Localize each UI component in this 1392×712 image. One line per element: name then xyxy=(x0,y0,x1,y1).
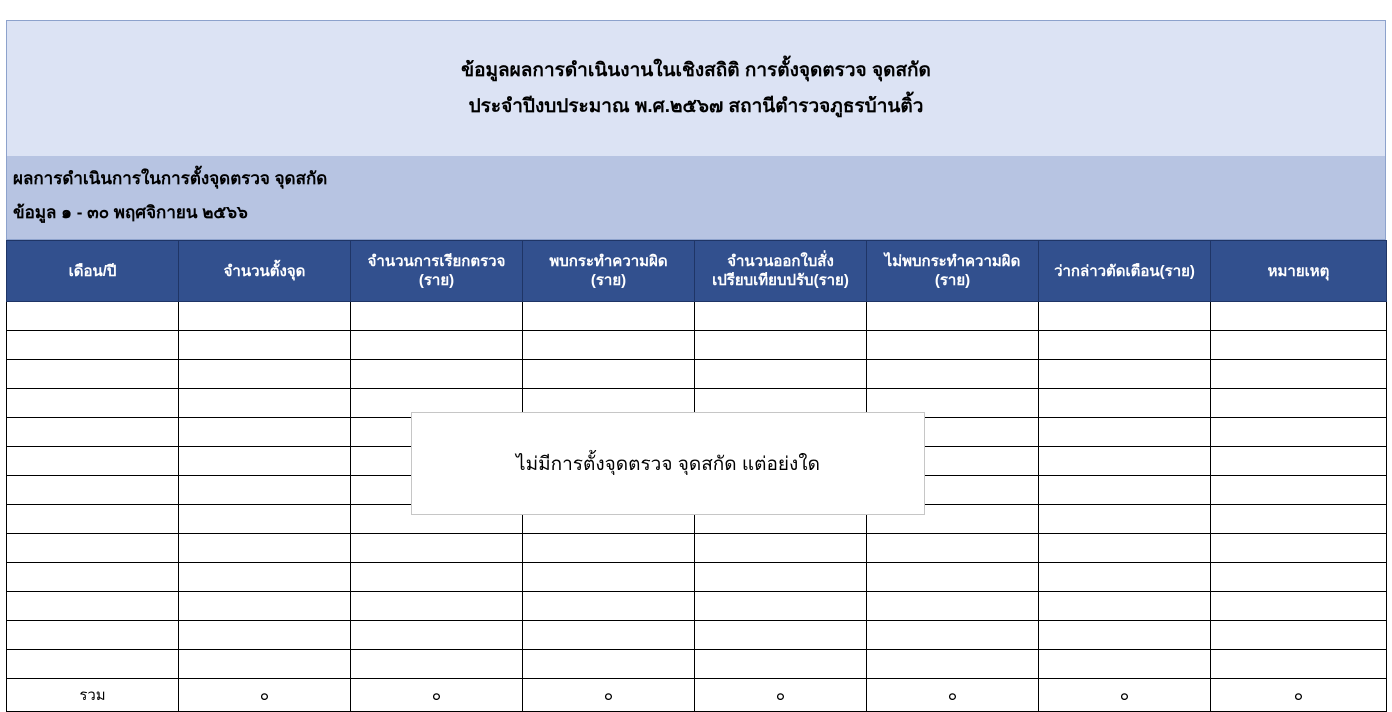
cell[interactable] xyxy=(695,592,867,621)
cell[interactable] xyxy=(351,302,523,331)
cell[interactable] xyxy=(179,389,351,418)
column-header-inspections xyxy=(351,241,523,302)
column-header-violations-found xyxy=(523,241,695,302)
column-header-line: ว่ากล่าวตัดเตือน(ราย) xyxy=(1054,262,1195,280)
cell[interactable] xyxy=(1211,621,1387,650)
cell[interactable] xyxy=(867,650,1039,679)
cell[interactable] xyxy=(1211,418,1387,447)
cell[interactable] xyxy=(1211,534,1387,563)
cell[interactable] xyxy=(1211,331,1387,360)
cell[interactable] xyxy=(1039,389,1211,418)
cell[interactable] xyxy=(523,534,695,563)
cell[interactable] xyxy=(7,331,179,360)
cell[interactable] xyxy=(695,302,867,331)
column-header-line: (ราย) xyxy=(418,272,455,289)
cell[interactable] xyxy=(523,592,695,621)
cell[interactable] xyxy=(695,534,867,563)
cell[interactable] xyxy=(351,621,523,650)
cell[interactable] xyxy=(695,621,867,650)
cell[interactable] xyxy=(7,389,179,418)
column-header-month-year xyxy=(7,241,179,302)
subheader-line-1: ผลการดำเนินการในการตั้งจุดตรวจ จุดสกัด xyxy=(13,169,328,188)
total-value[interactable]: ๐ xyxy=(1211,679,1387,712)
cell[interactable] xyxy=(1039,592,1211,621)
cell[interactable] xyxy=(1211,476,1387,505)
cell[interactable] xyxy=(7,418,179,447)
cell[interactable] xyxy=(523,302,695,331)
document-subheader-block xyxy=(6,156,1386,240)
table-row[interactable] xyxy=(7,360,1387,389)
cell[interactable] xyxy=(867,360,1039,389)
cell[interactable] xyxy=(179,505,351,534)
cell[interactable] xyxy=(351,563,523,592)
cell[interactable] xyxy=(7,534,179,563)
table-row[interactable] xyxy=(7,650,1387,679)
total-value[interactable]: ๐ xyxy=(1039,679,1211,712)
total-value[interactable]: ๐ xyxy=(695,679,867,712)
cell[interactable] xyxy=(179,476,351,505)
cell[interactable] xyxy=(179,621,351,650)
cell[interactable] xyxy=(179,534,351,563)
cell[interactable] xyxy=(695,563,867,592)
column-header-remarks xyxy=(1211,241,1387,302)
cell[interactable] xyxy=(179,302,351,331)
cell[interactable] xyxy=(7,476,179,505)
cell[interactable] xyxy=(1039,418,1211,447)
cell[interactable] xyxy=(695,360,867,389)
cell[interactable] xyxy=(867,331,1039,360)
table-header-row xyxy=(7,241,1387,302)
cell[interactable] xyxy=(523,331,695,360)
subheader-line-2: ข้อมูล ๑ - ๓๐ พฤศจิกายน ๒๕๖๖ xyxy=(13,203,248,222)
total-value[interactable]: ๐ xyxy=(179,679,351,712)
column-header-line: จำนวนตั้งจุด xyxy=(223,262,306,280)
total-value[interactable]: ๐ xyxy=(867,679,1039,712)
cell[interactable] xyxy=(351,360,523,389)
table-row[interactable] xyxy=(7,331,1387,360)
table-row[interactable] xyxy=(7,302,1387,331)
column-header-line: หมายเหตุ xyxy=(1267,262,1330,280)
cell[interactable] xyxy=(1039,563,1211,592)
cell[interactable] xyxy=(7,592,179,621)
cell[interactable] xyxy=(1211,505,1387,534)
cell[interactable] xyxy=(1211,650,1387,679)
overlay-note-text: ไม่มีการตั้งจุดตรวจ จุดสกัด แต่อย่งใด xyxy=(516,453,820,475)
cell[interactable] xyxy=(7,650,179,679)
cell[interactable] xyxy=(179,563,351,592)
total-value[interactable]: ๐ xyxy=(523,679,695,712)
table-row[interactable] xyxy=(7,621,1387,650)
column-header-tickets-issued xyxy=(695,241,867,302)
cell[interactable] xyxy=(179,650,351,679)
page-title-line-1: ข้อมูลผลการดำเนินงานในเชิงสถิติ การตั้งจุดตรวจ จุดสกัด xyxy=(461,59,931,81)
cell[interactable] xyxy=(695,650,867,679)
cell[interactable] xyxy=(7,621,179,650)
cell[interactable] xyxy=(1039,621,1211,650)
table-row[interactable] xyxy=(7,534,1387,563)
cell[interactable] xyxy=(7,563,179,592)
cell[interactable] xyxy=(867,563,1039,592)
cell[interactable] xyxy=(1039,650,1211,679)
cell[interactable] xyxy=(1039,447,1211,476)
cell-selected[interactable] xyxy=(1039,476,1211,505)
column-header-line: ไม่พบกระทำความผิด xyxy=(884,253,1021,270)
column-header-line: เปรียบเทียบปรับ(ราย) xyxy=(712,272,849,289)
cell[interactable] xyxy=(7,447,179,476)
column-header-line: จำนวนออกใบสั่ง xyxy=(727,253,834,270)
cell[interactable] xyxy=(523,360,695,389)
cell[interactable] xyxy=(523,650,695,679)
cell[interactable] xyxy=(523,563,695,592)
cell[interactable] xyxy=(351,592,523,621)
overlay-note-box xyxy=(411,412,925,515)
cell[interactable] xyxy=(7,505,179,534)
cell[interactable] xyxy=(7,302,179,331)
cell[interactable] xyxy=(523,621,695,650)
cell[interactable] xyxy=(351,534,523,563)
cell[interactable] xyxy=(1039,360,1211,389)
cell[interactable] xyxy=(351,650,523,679)
cell[interactable] xyxy=(351,331,523,360)
cell[interactable] xyxy=(7,360,179,389)
cell[interactable] xyxy=(867,592,1039,621)
column-header-checkpoint-count xyxy=(179,241,351,302)
column-header-line: (ราย) xyxy=(934,272,971,289)
page-title-line-2: ประจำปีงบประมาณ พ.ศ.๒๕๖๗ สถานีตำรวจภูธรบ้านติ้ว xyxy=(468,95,924,117)
cell[interactable] xyxy=(179,447,351,476)
cell[interactable] xyxy=(1211,563,1387,592)
cell[interactable] xyxy=(867,302,1039,331)
cell[interactable] xyxy=(179,360,351,389)
column-header-no-violations xyxy=(867,241,1039,302)
document-title-block xyxy=(6,20,1386,156)
total-value[interactable]: ๐ xyxy=(351,679,523,712)
column-header-line: เดือน/ปี xyxy=(68,262,117,280)
cell[interactable] xyxy=(179,331,351,360)
cell[interactable] xyxy=(179,418,351,447)
total-label[interactable]: รวม xyxy=(7,679,179,712)
table-row[interactable] xyxy=(7,563,1387,592)
cell[interactable] xyxy=(1211,389,1387,418)
column-header-line: จำนวนการเรียกตรวจ xyxy=(367,253,506,270)
cell[interactable] xyxy=(867,534,1039,563)
cell[interactable] xyxy=(1039,534,1211,563)
table-total-row[interactable] xyxy=(7,679,1387,712)
cell[interactable] xyxy=(1211,592,1387,621)
cell[interactable] xyxy=(179,592,351,621)
column-header-warnings xyxy=(1039,241,1211,302)
cell[interactable] xyxy=(1211,447,1387,476)
column-header-line: (ราย) xyxy=(590,272,627,289)
table-row[interactable] xyxy=(7,592,1387,621)
cell[interactable] xyxy=(1039,505,1211,534)
cell[interactable] xyxy=(1211,360,1387,389)
cell[interactable] xyxy=(695,331,867,360)
cell[interactable] xyxy=(867,621,1039,650)
cell[interactable] xyxy=(1211,302,1387,331)
column-header-line: พบกระทำความผิด xyxy=(549,253,668,270)
cell[interactable] xyxy=(1039,302,1211,331)
cell[interactable] xyxy=(1039,331,1211,360)
